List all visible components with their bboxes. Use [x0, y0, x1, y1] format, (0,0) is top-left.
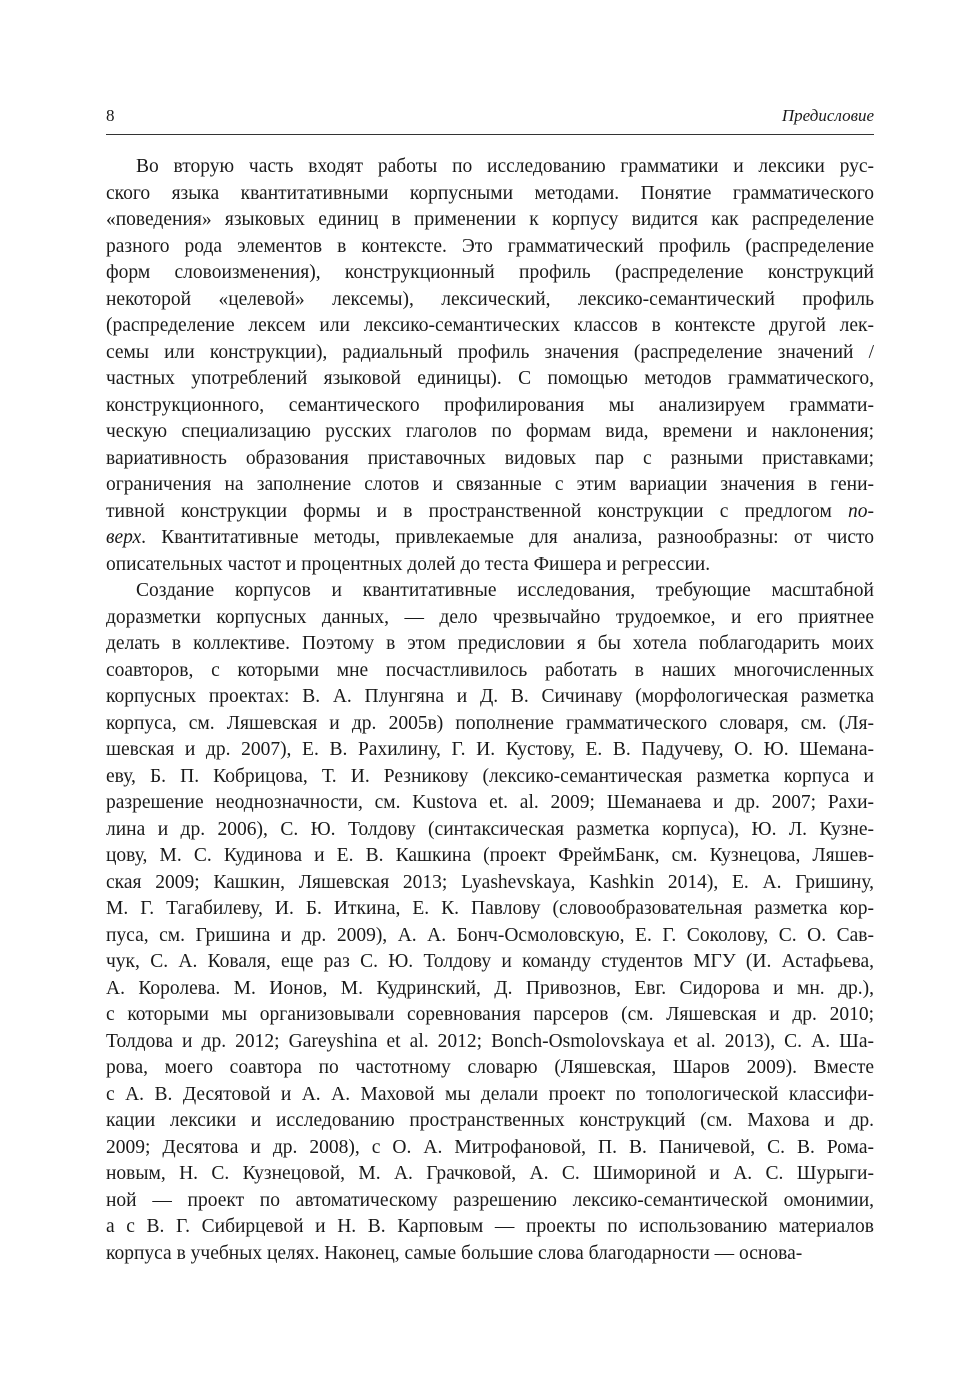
- text-line: форм словоизменения), конструкционный профиль (распределение конструкций: [106, 262, 874, 283]
- text-line: с А. В. Десятовой и А. А. Маховой мы делали проект по топологической классифи-: [106, 1083, 874, 1105]
- text-line: Создание корпусов и квантитативные исследования, требующие масштабной: [136, 580, 874, 601]
- text-line: с которыми мы организовывали соревнования парсеров (см. Ляшевская и др. 2010;: [106, 1004, 874, 1025]
- running-title: Предисловие: [781, 106, 874, 125]
- text-line: а с В. Г. Сибирцевой и Н. В. Карповым — проекты по использованию материалов: [106, 1216, 874, 1237]
- text-line: чук, С. А. Коваля, еще раз С. Ю. Толдову и команду студентов МГУ (И. Астафьева,: [106, 951, 874, 972]
- text-line: некоторой «целевой» лексемы), лексический, лексико-семантический профиль: [106, 288, 874, 310]
- body-text: [106, 154, 874, 1267]
- text-line: соавторов, с которыми мне посчастливилось работать в наших многочисленных: [106, 659, 874, 681]
- text-line: кации лексики и исследованию пространственных конструкций (см. Махова и др.: [106, 1110, 874, 1131]
- paragraph: [106, 154, 874, 578]
- text-line: ская 2009; Кашкин, Ляшевская 2013; Lyashevskaya, Kashkin 2014), Е. А. Гришину,: [106, 871, 874, 893]
- text-line: семы или конструкции), радиальный профиль значения (распределение значений /: [106, 341, 874, 363]
- text-line: шевская и др. 2007), Е. В. Рахилину, Г. И. Кустову, Е. В. Падучеву, О. Ю. Шемана-: [106, 739, 874, 760]
- page-number: 8: [106, 106, 115, 125]
- text-line: делать в коллективе. Поэтому в этом предисловии я бы хотела поблагодарить моих: [106, 633, 874, 654]
- text-line: «поведения» языковых единиц в применении к корпусу видится как распределение: [106, 209, 874, 230]
- text-line: лина и др. 2006), С. Ю. Толдову (синтаксическая разметка корпуса), Ю. Л. Кузне-: [106, 818, 874, 840]
- text-line: цову, М. С. Кудинова и Е. В. Кашкина (проект ФреймБанк, см. Кузнецова, Ляшев-: [106, 845, 874, 866]
- text-line: разрешение неоднозначности, см. Kustova et. al. 2009; Шеманаева и др. 2007; Рахи-: [106, 792, 874, 813]
- text-line: М. Г. Тагабилеву, И. Б. Иткина, Е. К. Павлову (словообразовательная разметка кор-: [106, 898, 874, 919]
- text-line: 2009; Десятова и др. 2008), с О. А. Митрофановой, П. В. Паничевой, С. В. Рома-: [106, 1136, 874, 1158]
- text-line: новым, Н. С. Кузнецовой, М. А. Грачковой, А. С. Шимориной и А. С. Шурыги-: [106, 1163, 874, 1184]
- text-line: пуса, см. Гришина и др. 2009), А. А. Бонч-Осмоловскую, Е. Г. Соколову, С. О. Сав-: [106, 924, 874, 946]
- text-line: ческую специализацию русских глаголов по формам вида, времени и наклонения;: [106, 421, 874, 442]
- text-line: частных употреблений языковой единицы). С помощью методов грамматического,: [106, 368, 874, 389]
- text-line: разного рода элементов в контексте. Это грамматический профиль (распределение: [106, 235, 874, 257]
- text-line: ского языка квантитативными корпусными методами. Понятие грамматического: [106, 182, 874, 204]
- text-line: корпуса, см. Ляшевская и др. 2005в) пополнение грамматического словаря, см. (Ля-: [106, 712, 874, 734]
- text-line: Толдова и др. 2012; Gareyshina et al. 2012; Bonch-Osmolovskaya et al. 2013), С. А. Ша-: [106, 1030, 874, 1052]
- text-line: описательных частот и процентных долей до теста Фишера и регрессии.: [106, 553, 711, 575]
- text-line: (распределение лексем или лексико-семантических классов в контексте другой лек-: [106, 315, 874, 336]
- page-header: [106, 104, 874, 135]
- text-line: Во вторую часть входят работы по исследованию грамматики и лексики рус-: [136, 156, 874, 177]
- text-line: корпуса в учебных целях. Наконец, самые большие слова благодарности — основа-: [106, 1242, 803, 1264]
- text-line: еву, Б. П. Кобрицова, Т. И. Резникову (лексико-семантическая разметка корпуса и: [106, 765, 874, 787]
- text-line: верх. Квантитативные методы, привлекаемые для анализа, разнообразны: от чисто: [106, 527, 874, 548]
- text-line: ограничения на заполнение слотов и связанные с этим вариации значения в гени-: [106, 474, 874, 495]
- paragraph: [106, 578, 874, 1267]
- text-line: конструкционного, семантического профилирования мы анализируем граммати-: [106, 394, 874, 416]
- text-line: рова, моего соавтора по частотному словарю (Ляшевская, Шаров 2009). Вместе: [106, 1057, 874, 1078]
- text-line: вариативность образования приставочных видовых пар с разными приставками;: [106, 447, 874, 469]
- text-line: корпусных проектах: В. А. Плунгяна и Д. В. Сичинаву (морфологическая разметка: [106, 686, 874, 707]
- text-line: ной — проект по автоматическому разрешению лексико-семантической омонимии,: [106, 1189, 874, 1211]
- text-line: А. Королева. М. Ионов, М. Кудринский, Д. Привознов, Евг. Сидорова и мн. др.),: [106, 977, 874, 999]
- paragraphs-container: [106, 154, 874, 1267]
- text-line: доразметки корпусных данных, — дело чрезвычайно трудоемкое, и его приятнее: [106, 606, 874, 628]
- text-line: тивной конструкции формы и в пространственной конструкции с предлогом по-: [106, 500, 874, 522]
